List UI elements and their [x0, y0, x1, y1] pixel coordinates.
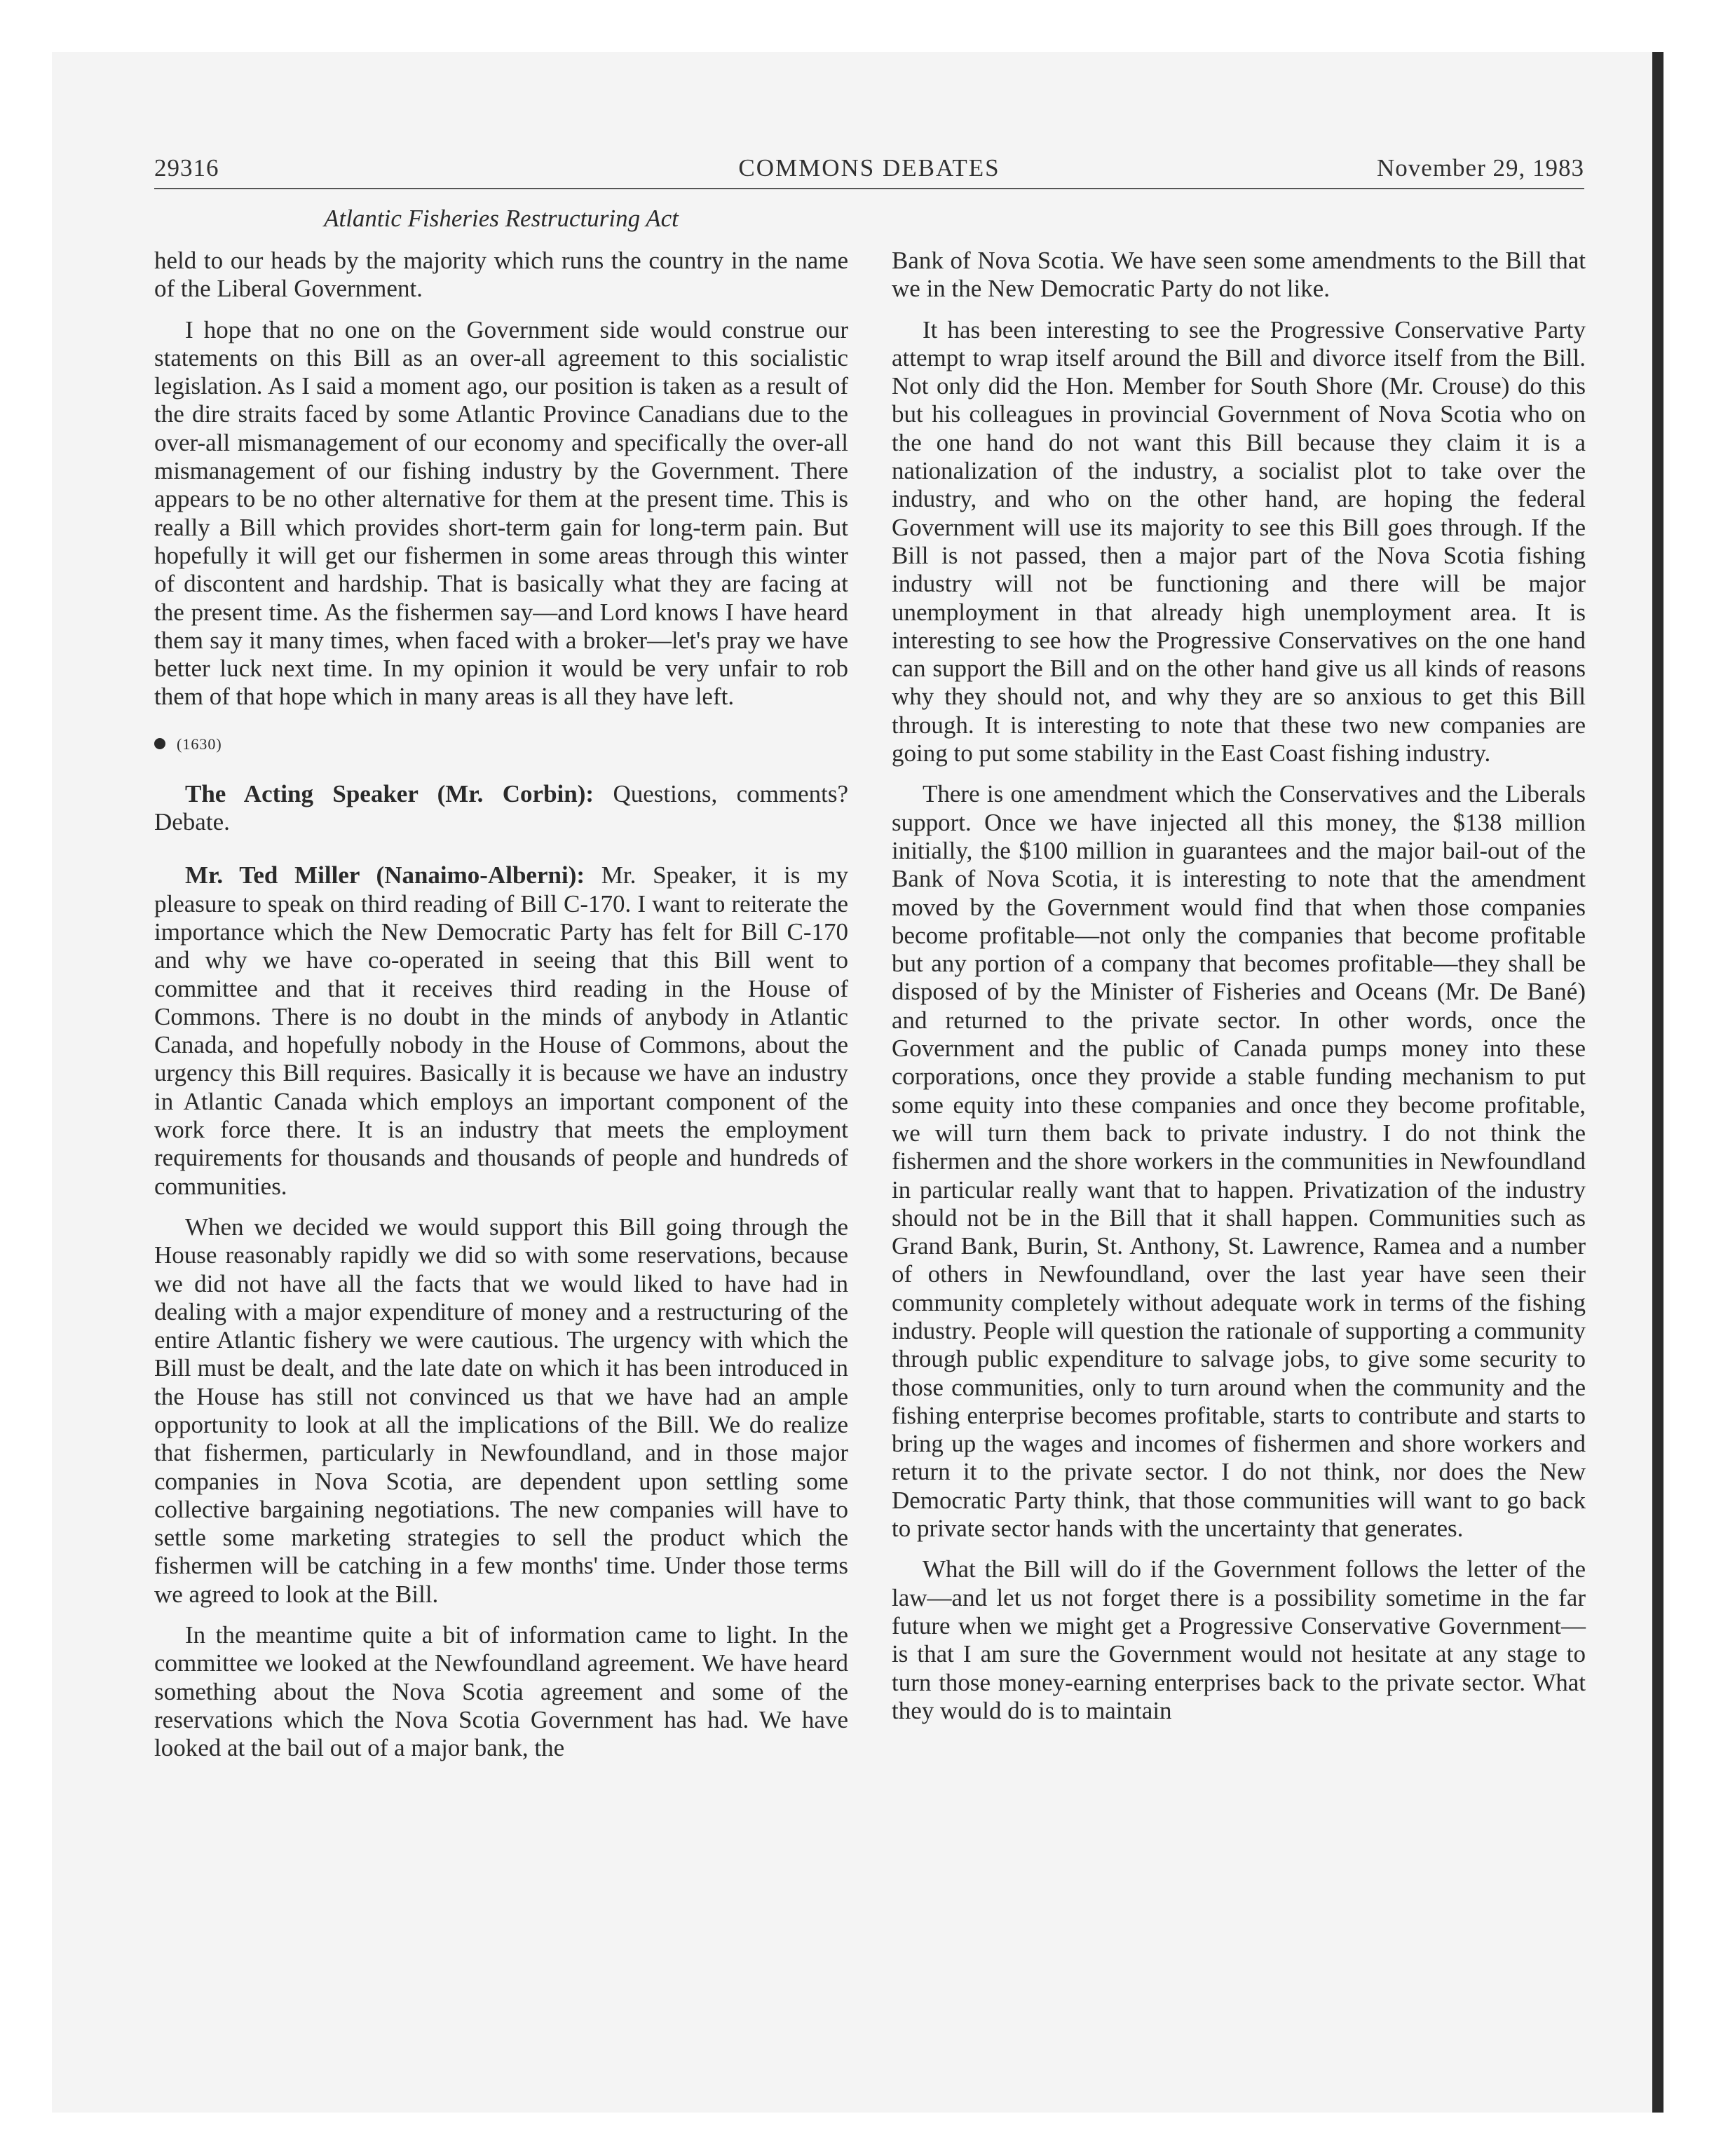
scan-edge-shadow [1652, 52, 1663, 2113]
paragraph: It has been interesting to see the Progressive Conservative Party attempt to wrap itself around the Bill and divorce itself from the Bill. Not only did the Hon. Member for South Shore (Mr. Crouse) do this but his colleagues in provincial Government of Nova Scotia who on the one hand do not want this Bill because they claim it is a nationalization of the industry, a socialist plot to take over the industry, and who on the other hand, are hoping the federal Government will use its majority to see this Bill goes through. If the Bill is not passed, then a major part of the Nova Scotia fishing industry will not be functioning and there will be major unemployment in that already high unemployment area. It is interesting to see how the Progressive Conservatives on the one hand can support the Bill and on the other hand give us all kinds of reasons why they should not, and why they are so anxious to get this Bill through. It is interesting to note that these two new companies are going to put some stability in the East Coast fishing industry. [892, 315, 1586, 767]
speech-text: Questions, comments? Debate. [154, 779, 848, 836]
paragraph: I hope that no one on the Government side would construe our statements on this Bill as an over-all agreement to this socialistic legislation. As I said a moment ago, our position is taken as a result of the dire straits faced by some Atlantic Province Canadians due to the over-all mismanagement of our economy and specifically the over-all mismanagement of our fishing industry by the Government. There appears to be no other alternative for them at the present time. This is really a Bill which provides short-term gain for long-term pain. But hopefully it will get our fishermen in some areas through this winter of discontent and hardship. That is basically what they are facing at the present time. As the fishermen say—and Lord knows I have heard them say it many times, when faced with a broker—let's pray we have better luck next time. In my opinion it would be very unfair to rob them of that hope which in many areas is all they have left. [154, 315, 848, 711]
paragraph: There is one amendment which the Conservatives and the Liberals support. Once we have injected all this money, the $138 million initially, the $100 million in guarantees and the major bail-out of the Bank of Nova Scotia, it is interesting to note that the amendment moved by the Government would find that when those companies become profitable—not only the companies that become profitable but any portion of a company that becomes profitable—they shall be disposed of by the Minister of Fisheries and Oceans (Mr. De Bané) and returned to the private sector. In other words, once the Government and the public of Canada pumps money into these corporations, once they provide a stable funding mechanism to put some equity into these companies and once they become profitable, we will turn them back to private industry. I do not think the fishermen and the shore workers in the communities in Newfoundland in particular really want that to happen. Privatization of the industry should not be in the Bill that it shall happen. Communities such as Grand Bank, Burin, St. Anthony, St. Lawrence, Ramea and a number of others in Newfoundland, over the last year have seen their community completely without adequate work in terms of the fishing industry. People will question the rationale of supporting a community through public expenditure to salvage jobs, to give some security to those communities, only to turn around when the community and the fishing enterprise becomes profitable, starts to contribute and starts to bring up the wages and incomes of fishermen and shore workers and return it to the private sector. I do not think, nor does the New Democratic Party think, that those communities will want to go back to private sector hands with the uncertainty that generates. [892, 780, 1586, 1543]
page-number: 29316 [154, 154, 219, 182]
speech-text: Mr. Speaker, it is my pleasure to speak on third reading of Bill C-170. I want to reiterate the importance which the New Democratic Party has felt for Bill C-170 and why we have co-operated in seeing that this Bill went to committee and that it receives third reading in the House of Commons. There is no doubt in the minds of anybody in Atlantic Canada, and hopefully nobody in the House of Commons, about the urgency this Bill requires. Basically it is because we have an industry in Atlantic Canada which employs an important component of the work force there. It is an industry that meets the employment requirements for thousands and thousands of people and hundreds of communities. [154, 861, 849, 1200]
bullet-icon [154, 738, 165, 749]
paragraph: When we decided we would support this Bill going through the House reasonably rapidly we did so with some reservations, because we did not have all the facts that we would liked to have had in dealing with a major expenditure of money and a restructuring of the entire Atlantic fishery we were cautious. The urgency with which the Bill must be dealt, and the late date on which it has been introduced in the House has still not convinced us that we have had an ample opportunity to look at all the implications of the Bill. We do realize that fishermen, particularly in Newfoundland, and in those major companies in Nova Scotia, are dependent upon settling some collective bargaining negotiations. The new companies will have to settle some marketing strategies to sell the product which the fishermen will be catching in a few months' time. Under those terms we agreed to look at the Bill. [154, 1213, 848, 1608]
paragraph: held to our heads by the majority which runs the country in the name of the Liberal Government. [154, 247, 848, 303]
paragraph: In the meantime quite a bit of information came to light. In the committee we looked at the Newfoundland agreement. We have heard something about the Nova Scotia agreement and some of the reservations which the Nova Scotia Government has had. We have looked at the bail out of a major bank, the [154, 1621, 848, 1762]
left-column [154, 247, 848, 1775]
paragraph: What the Bill will do if the Government follows the letter of the law—and let us not forget there is a possibility sometime in the far future when we might get a Progressive Conservative Government—is that I am sure the Government would not hesitate at any stage to turn those money-earning enterprises back to the private sector. What they would do is to maintain [892, 1555, 1586, 1724]
speaker-paragraph [154, 780, 848, 837]
time-marker-text: (1630) [177, 735, 222, 753]
paragraph: Bank of Nova Scotia. We have seen some amendments to the Bill that we in the New Democratic Party do not like. [892, 247, 1586, 303]
publication-date: November 29, 1983 [1377, 154, 1584, 182]
time-marker [154, 734, 848, 755]
running-title: Atlantic Fisheries Restructuring Act [324, 205, 679, 232]
speaker-name: Mr. Ted Miller (Nanaimo-Alberni): [185, 861, 585, 889]
speaker-name: The Acting Speaker (Mr. Corbin): [185, 779, 594, 807]
speaker-paragraph [154, 861, 848, 1201]
header-rule [154, 188, 1584, 189]
page-header [154, 154, 1584, 185]
publication-title: COMMONS DEBATES [738, 154, 1000, 182]
right-column [892, 247, 1586, 1738]
